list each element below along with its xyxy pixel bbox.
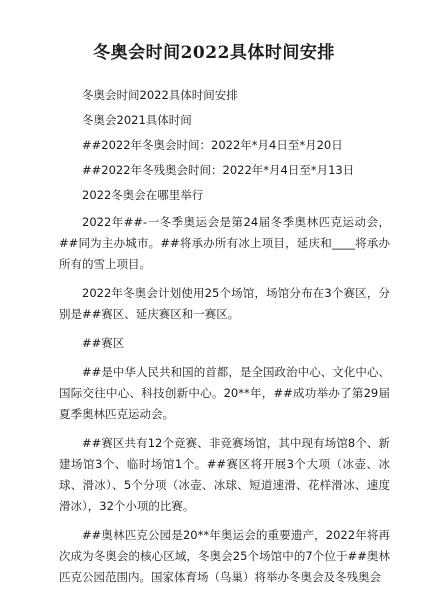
paragraph: ##奥林匹克公园是20**年奥运会的重要遗产，2022年将再次成为冬奥会的核心区域，冬奥会25个场馆中的7个位于##奥林匹克公园范围内。国家体育场（鸟巢）将举办冬奥会及冬残奥会 bbox=[59, 528, 390, 584]
document-title: 冬奥会时间2022具体时间安排 bbox=[93, 43, 335, 63]
paragraph: ##是中华人民共和国的首都，是全国政治中心、文化中心、国际交往中心、科技创新中心。20**年，##成功举办了第29届夏季奥林匹克运动会。 bbox=[59, 365, 390, 421]
text-line: 2022冬奥会在哪里举行 bbox=[82, 188, 204, 202]
text-line: ##2022年冬奥会时间：2022年*月4日至*月20日 bbox=[82, 138, 343, 152]
paragraph: 2022年##-一冬季奥运会是第24届冬季奥林匹克运动会，##同为主办城市。##将承办所有冰上项目，延庆和____将承办所有的雪上项目。 bbox=[59, 215, 390, 271]
section-heading: ##赛区 bbox=[82, 336, 125, 350]
paragraph: ##赛区共有12个竞赛、非竞赛场馆，其中现有场馆8个、新建场馆3个、临时场馆1个。##赛区将开展3个大项（冰壶、冰球、滑冰）、5个分项（冰壶、冰球、短道速滑、花样滑冰、速度滑冰），32个小项的比赛。 bbox=[59, 436, 390, 513]
text-line: 冬奥会时间2022具体时间安排 bbox=[82, 88, 238, 102]
text-line: ##2022年冬残奥会时间：2022年*月4日至*月13日 bbox=[82, 163, 355, 177]
paragraph: 2022年冬奥会计划使用25个场馆，场馆分布在3个赛区，分别是##赛区、延庆赛区和一赛区。 bbox=[59, 286, 390, 321]
text-line: 冬奥会2021具体时间 bbox=[82, 113, 192, 127]
